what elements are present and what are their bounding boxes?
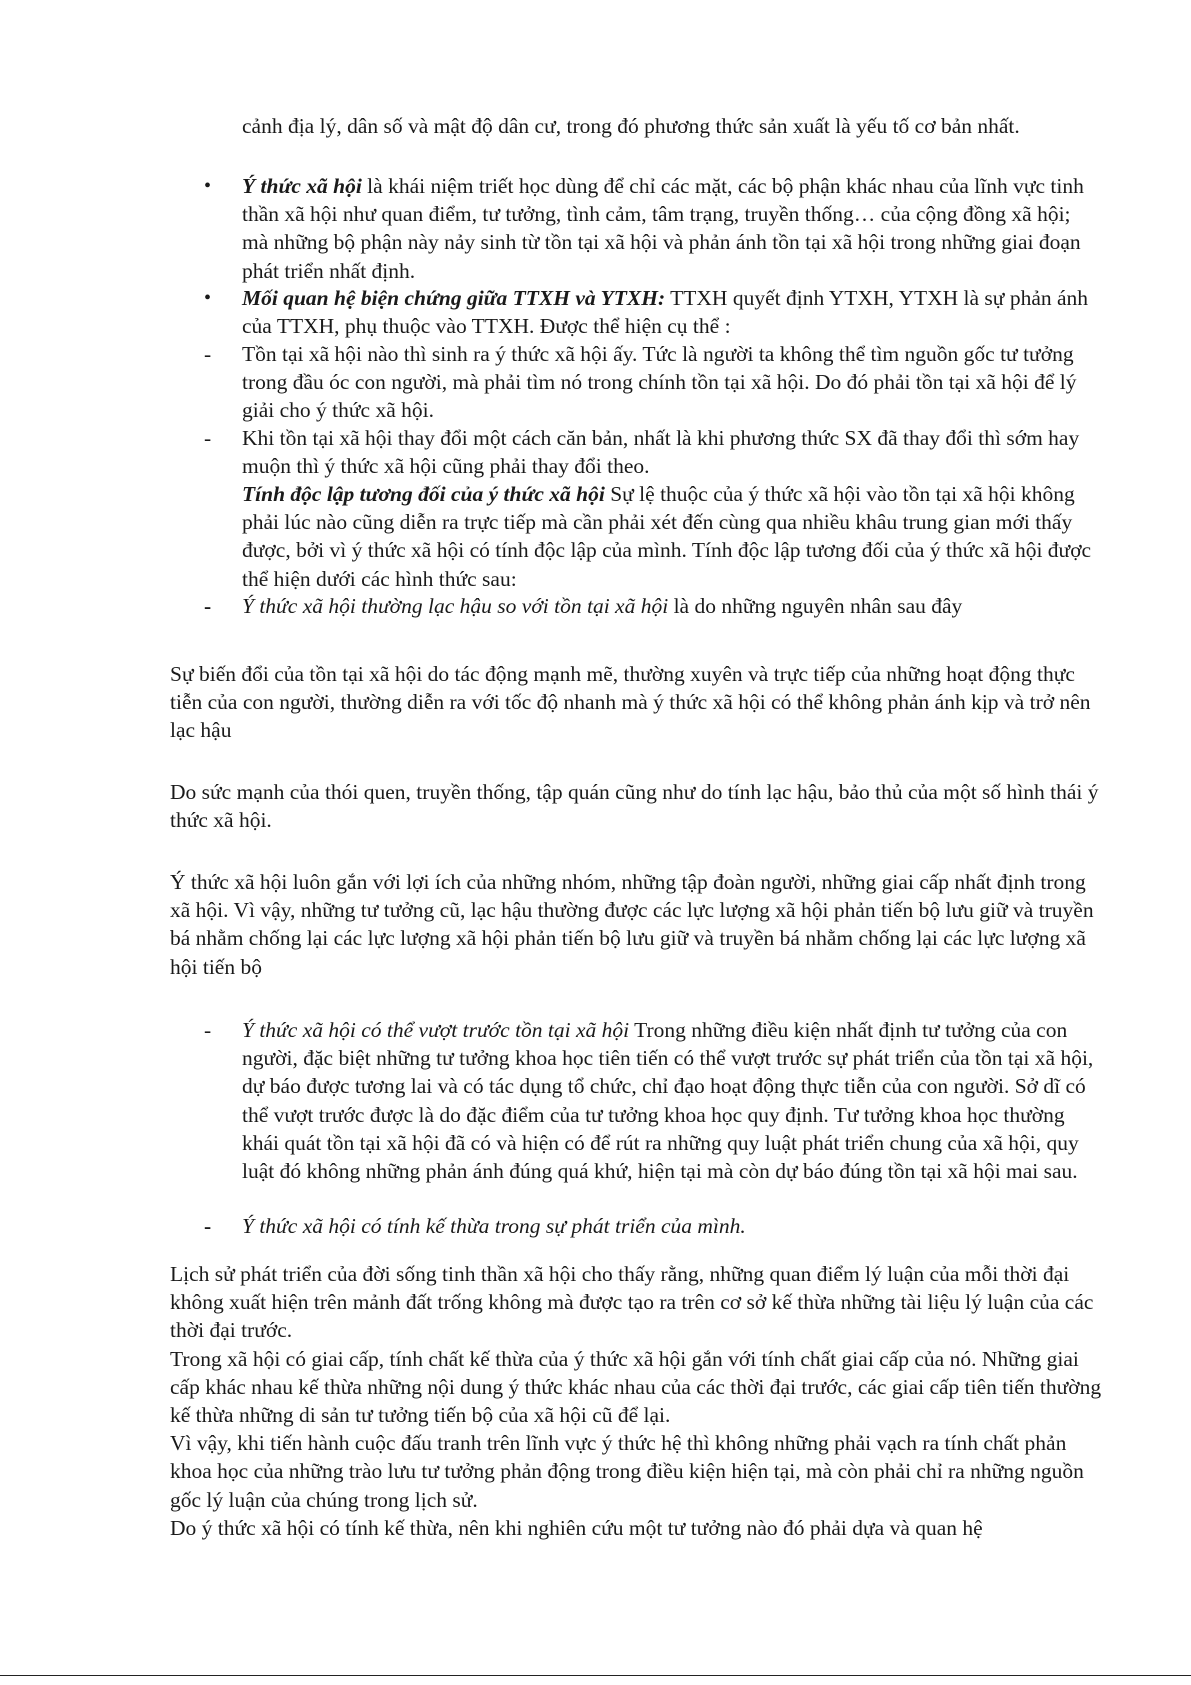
dash-item-lagging	[242, 592, 1102, 620]
paragraph-text: cảnh địa lý, dân số và mật độ dân cư, trong đó phương thức sản xuất là yếu tố cơ bản nhất.	[242, 114, 1020, 138]
relative-independence-paragraph	[242, 480, 1102, 593]
dash-item-inheritance	[242, 1212, 1102, 1240]
paragraph-cause-3	[170, 868, 1105, 981]
paragraph-text: Sự biến đổi của tồn tại xã hội do tác động mạnh mẽ, thường xuyên và trực tiếp của những hoạt động thực tiễn của con người, thường diễn ra với tốc độ nhanh mà ý thức xã hội có thể không phản ánh kịp và trở nên lạc hậu	[170, 662, 1091, 743]
dash-icon: -	[204, 594, 212, 618]
dash-item-1	[242, 340, 1102, 425]
dash-icon: -	[204, 426, 212, 450]
bottom-rule	[0, 1675, 1191, 1676]
paragraph-text: Sự lệ thuộc của ý thức xã hội vào tồn tại xã hội không phải lúc nào cũng diễn ra trực tiếp mà cần phải xét đến cùng qua nhiều khâu trung gian mới thấy được, bởi vì ý thức xã hội có tính độc lập của mình. Tính độc lập tương đối của ý thức xã hội được thể hiện dưới các hình thức sau:	[242, 482, 1092, 591]
paragraph-text: Lịch sử phát triển của đời sống tinh thần xã hội cho thấy rằng, những quan điểm lý luận của mỗi thời đại không xuất hiện trên mảnh đất trống không mà được tạo ra trên cơ sở kế thừa những tài liệu lý luận của các thời đại trước.	[170, 1262, 1094, 1343]
bullet-social-consciousness	[242, 172, 1102, 285]
dash-icon: -	[204, 1018, 212, 1042]
paragraph-cause-1	[170, 660, 1105, 745]
list-item-text: Khi tồn tại xã hội thay đổi một cách căn bản, nhất là khi phương thức SX đã thay đổi thì sớm hay muộn thì ý thức xã hội cũng phải thay đổi theo.	[242, 426, 1080, 479]
dash-item-ahead	[242, 1016, 1102, 1185]
list-item-text: Tồn tại xã hội nào thì sinh ra ý thức xã hội ấy. Tức là người ta không thể tìm nguồn gốc tư tưởng trong đầu óc con người, mà phải tìm nó trong chính tồn tại xã hội. Do đó phải tồn tại xã hội để lý giải cho ý thức xã hội.	[242, 342, 1077, 423]
list-item-text: Trong những điều kiện nhất định tư tưởng của con người, đặc biệt những tư tưởng khoa học tiên tiến có thể vượt trước sự phát triển của tồn tại xã hội, dự báo được tương lai và có tác dụng tổ chức, chỉ đạo hoạt động thực tiễn của con người. Sở dĩ có thể vượt trước được là do đặc điểm của tư tưởng khoa học quy định. Tư tưởng khoa học thường khái quát tồn tại xã hội đã có và hiện có để rút ra những quy luật phát triển chung của xã hội, quy luật đó không những phản ánh đúng quá khứ, hiện tại mà còn dự báo đúng tồn tại xã hội mai sau.	[242, 1018, 1094, 1184]
paragraph-text: Do sức mạnh của thói quen, truyền thống, tập quán cũng như do tính lạc hậu, bảo thủ của một số hình thái ý thức xã hội.	[170, 780, 1099, 833]
final-section	[170, 1260, 1105, 1542]
term-bold-italic: Ý thức xã hội	[242, 174, 362, 198]
list-item-text: là do những nguyên nhân sau đây	[668, 594, 963, 618]
bullet-dialectical-relation	[242, 284, 1102, 340]
paragraph-text: Trong xã hội có giai cấp, tính chất kế thừa của ý thức xã hội gắn với tính chất giai cấp của nó. Những giai cấp khác nhau kế thừa những nội dung ý thức khác nhau của các thời đại trước, các giai cấp tiên tiến thường kế thừa những di sản tư tưởng tiến bộ của xã hội cũ để lại.	[170, 1346, 1102, 1428]
term-bold-italic: Mối quan hệ biện chứng giữa TTXH và YTXH:	[242, 286, 666, 310]
term-italic: Ý thức xã hội có thể vượt trước tồn tại xã hội	[242, 1018, 630, 1042]
dash-icon: -	[204, 342, 212, 366]
paragraph-cause-2	[170, 778, 1105, 834]
definition-text: là khái niệm triết học dùng để chỉ các mặt, các bộ phận khác nhau của lĩnh vực tinh thần xã hội như quan điểm, tư tưởng, tình cảm, tâm trạng, truyền thống… của cộng đồng xã hội; mà những bộ phận này nảy sinh từ tồn tại xã hội và phản ánh tồn tại xã hội trong những giai đoạn phát triển nhất định.	[242, 174, 1084, 283]
dash-item-2	[242, 424, 1102, 480]
paragraph-text: Vì vậy, khi tiến hành cuộc đấu tranh trên lĩnh vực ý thức hệ thì không những phải vạch ra tính chất phản khoa học của những trào lưu tư tưởng phản động trong điều kiện hiện tại, mà còn phải chỉ ra những nguồn gốc lý luận của chúng trong lịch sử.	[170, 1431, 1084, 1512]
paragraph-text: Do ý thức xã hội có tính kế thừa, nên khi nghiên cứu một tư tưởng nào đó phải dựa và quan hệ	[170, 1515, 983, 1540]
paragraph-continued	[242, 112, 1102, 140]
term-italic: Ý thức xã hội có tính kế thừa trong sự phát triển của mình.	[242, 1214, 746, 1238]
term-bold-italic: Tính độc lập tương đối của ý thức xã hội	[242, 482, 605, 506]
definition-text: TTXH quyết định YTXH, YTXH là sự phản ánh của TTXH, phụ thuộc vào TTXH. Được thể hiện cụ thể :	[242, 286, 1089, 339]
bullet-icon: •	[204, 175, 212, 197]
dash-icon: -	[204, 1214, 212, 1238]
bullet-icon: •	[204, 287, 212, 309]
term-italic: Ý thức xã hội thường lạc hậu so với tồn tại xã hội	[242, 594, 669, 618]
paragraph-text: Ý thức xã hội luôn gắn với lợi ích của những nhóm, những tập đoàn người, những giai cấp nhất định trong xã hội. Vì vậy, những tư tưởng cũ, lạc hậu thường được các lực lượng xã hội phản tiến bộ lưu giữ và truyền bá nhằm chống lại các lực lượng xã hội phản tiến bộ lưu giữ và truyền bá nhằm chống lại các lực lượng xã hội tiến bộ	[170, 870, 1094, 979]
